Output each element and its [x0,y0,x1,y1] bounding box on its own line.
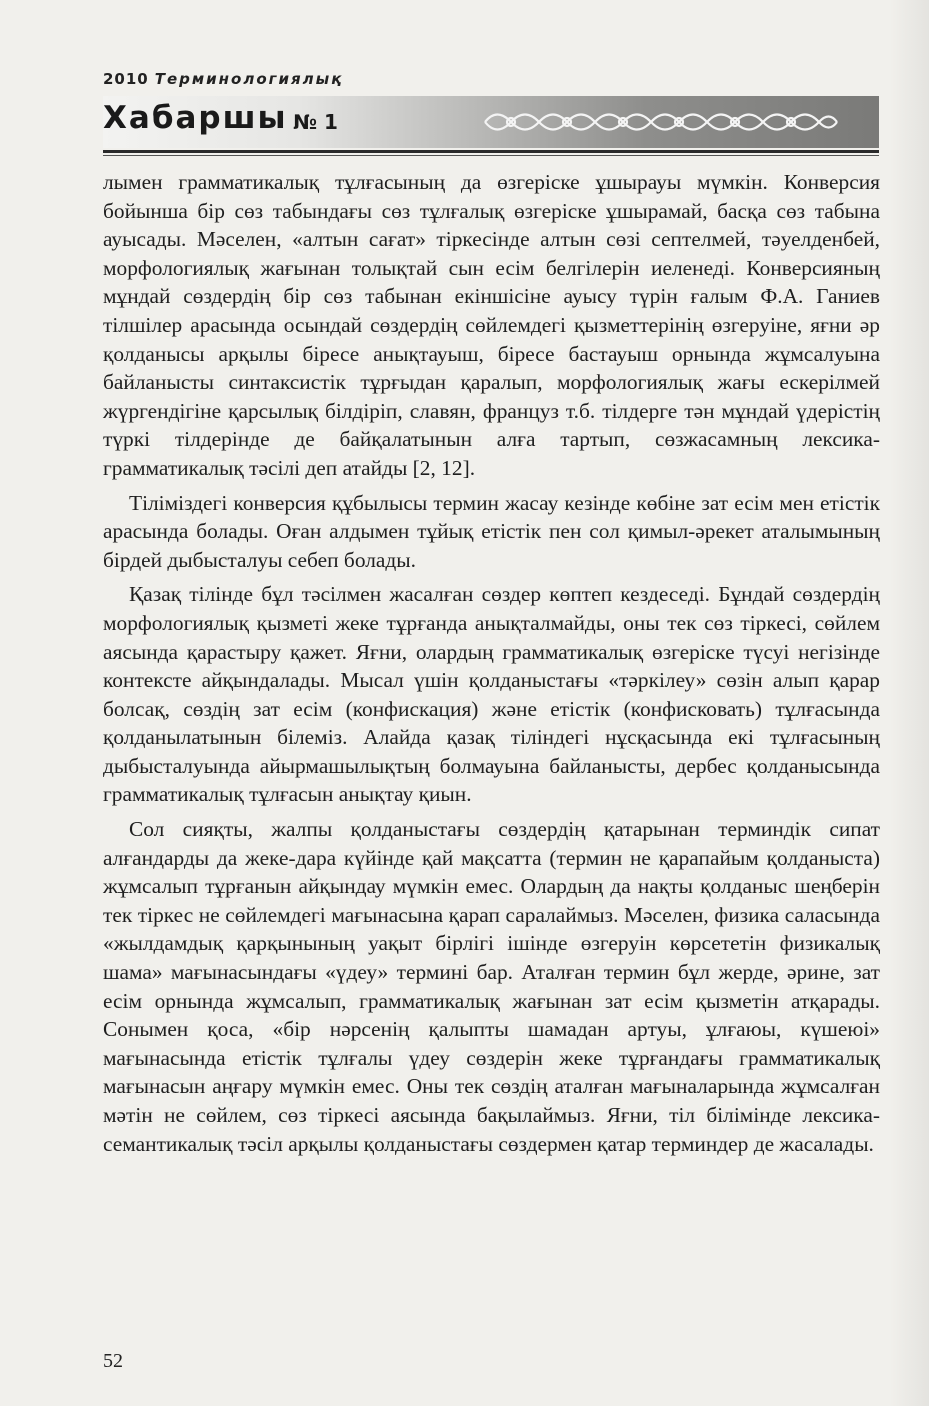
ornament-pattern [481,103,841,141]
paragraph-3: Қазақ тілінде бұл тәсілмен жасалған сөздер көптеп кездеседі. Бұндай сөздердің морфологиялық қызметі жеке тұрғанда анықталмайды, оны тек сөз тіркесі, сөйлем аясында қарастыру қажет. Яғни, олардың грамматикалық өзгеріске түсуі негізінде контексте айқындалады. Мысал үшін қолданыстағы «тәркілеу» сөзін алып қарар болсақ, сөздің зат есім (конфискация) және етістік (конфисковать) тұлғасында қолданылатынын білеміз. Алайда қазақ тіліндегі нұсқасында екі тұлғасының дыбысталуында айырмашылықтың болмауына байланысты, дербес қолданысында грамматикалық тұлғасын анықтау қиын. [103,582,880,807]
paragraph-1: лымен грамматикалық тұлғасының да өзгеріске ұшырауы мүмкін. Конверсия бойынша бір сөз табындағы сөз тұлғалық өзгеріске ұшырамай, басқа сөз табына ауысады. Мәселен, «алтын сағат» тіркесінде алтын сөзі септелмей, тәуелденбей, морфологиялық жағынан толықтай сын есім белгілерін иеленеді. Конверсияның мұндай сөздердің бір сөз табынан екіншісіне ауысу түрін ғалым Ф.А. Ганиев тілшілер арасында осындай сөздердің сөйлемдегі қызметтерінің өзгеруіне, яғни әр қолданысы арқылы біресе анықтауыш, біресе бастауыш орнында жұмсалуына байланысты синтаксистік тұрғыдан қаралып, морфологиялық жағы ескерілмей жүргендігіне қарсылық білдіріп, славян, француз т.б. тілдерге тән мұндай үдерістің түркі тілдерінде де байқалатынын алға тартып, сөзжасамның лексика-грамматикалық тәсілі деп атайды [2, 12]. [103,170,880,480]
article-body [103,168,880,1164]
page-number: 52 [103,1350,123,1372]
paragraph-4: Сол сияқты, жалпы қолданыстағы сөздердің қатарынан терминдік сипат алғандарды да жеке-дара күйінде қай мақсатта (термин не қарапайым қолданыста) жұмсалып тұрғанын айқындау мүмкін емес. Олардың да нақты қолданыс шеңберін тек тіркес не сөйлемдегі мағынасына қарап саралаймыз. Мәселен, физика саласында «жылдамдық қарқынының уақыт бірлігі ішінде өзгеруін көрсететін физикалық шама» мағынасындағы «үдеу» термині бар. Аталған термин бұл жерде, әрине, зат есім орнында жұмсалып, грамматикалық жағынан зат есім қызметін атқарады. Сонымен қоса, «бір нәрсенің қалыпты шамадан артуы, ұлғаюы, күшеюі» мағынасында етістік тұлғалы үдеу сөздерін жеке тұрғандағы грамматикалық мағынасын аңғару мүмкін емес. Оны тек сөздің аталған мағыналарында жұмсалған мәтін не сөйлем, сөз тіркесі аясында бақылаймыз. Яғни, тіл білімінде лексика-семантикалық тәсіл арқылы қолданыстағы сөздермен қатар терминдер де жасалады. [103,817,880,1156]
header-rule-thin [103,155,879,156]
header-top-line [103,70,343,88]
issue-number: № 1 [293,110,338,134]
header-rule-thick [103,150,879,153]
header-series: Терминологиялық [154,70,344,88]
page-edge-shadow [889,0,929,1406]
header-band [103,96,879,148]
paragraph-2: Тіліміздегі конверсия құбылысы термин жасау кезінде көбіне зат есім мен етістік арасында болады. Оған алдымен тұйық етістік пен сол қимыл-әрекет аталымының бірдей дыбысталуы себеп болады. [103,490,880,572]
header-year: 2010 [103,70,149,88]
running-header [103,66,879,158]
journal-title: Хабаршы [103,100,288,136]
